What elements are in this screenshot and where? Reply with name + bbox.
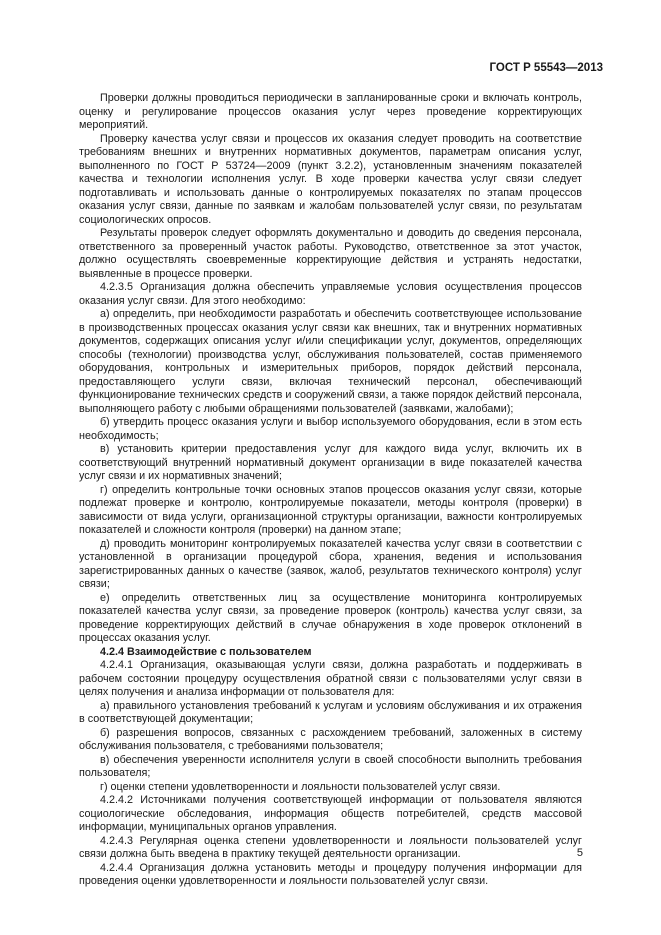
- list-item: б) утвердить процесс оказания услуги и выбор используемого оборудования, если в этом есть необходимость;: [79, 416, 582, 442]
- paragraph: 4.2.4.2 Источниками получения соответствующей информации от пользователя являются социологические обследования, информация обществ потребителей, средств массовой информации, муниципальных органов управления.: [79, 794, 582, 833]
- paragraph: 4.2.4.1 Организация, оказывающая услуги связи, должна разработать и поддерживать в рабочем состоянии процедуру осуществления обратной связи с пользователями услуг связи в целях получения и анализа информации от пользователя для:: [79, 659, 582, 698]
- paragraph: 4.2.3.5 Организация должна обеспечить управляемые условия осуществления процессов оказания услуг связи. Для этого необходимо:: [79, 281, 582, 307]
- list-item: а) определить, при необходимости разработать и обеспечить соответствующее использование в производственных процессах оказания услуг связи как внешних, так и внутренних нормативных документов, содержащих описания услуг и/или спецификации услуг, документов, определяющих способы (технологии) производства услуг, обслуживания пользователей, состав применяемого оборудования, контрольных и измерительных приборов, порядок действий персонала, предоставляющего услуги связи, включая технический персонал, обеспечивающий функционирование технических средств и сооружений связи, а также порядок действий персонала, выполняющего работу с любыми обращениями пользователей (заявками, жалобами);: [79, 308, 582, 415]
- list-item: а) правильного установления требований к услугам и условиям обслуживания и их отражения в соответствующей документации;: [79, 699, 582, 725]
- paragraph: Проверку качества услуг связи и процессов их оказания следует проводить на соответствие требованиям внешних и внутренних нормативных документов, параметрам описания услуг, выполненного по ГОСТ Р 53724—2009 (пункт 3.2.2), установленным значениям показателей качества и технологии исполнения услуг. В ходе проверки качества услуг связи следует подготавливать и использовать данные о контролируемых показателях по этапам процессов оказания услуг связи, данные по заявкам и жалобам пользователей услуг связи, по результатам социологических опросов.: [79, 132, 582, 226]
- list-item: д) проводить мониторинг контролируемых показателей качества услуг связи в соответствии с установленной в организации процедурой сбора, хранения, ведения и использования зарегистрированных данных о качестве (заявок, жалоб, результатов технического контроля) услуг связи;: [79, 537, 582, 590]
- list-item: е) определить ответственных лиц за осуществление мониторинга контролируемых показателей качества услуг связи, за проведение проверок (контроль) качества услуг связи, за проведение корректирующих действий в случае обнаружения в ходе проверок отклонений в процессах оказания услуг.: [79, 591, 582, 644]
- section-heading: 4.2.4 Взаимодействие с пользователем: [100, 645, 312, 658]
- paragraph: 4.2.4.4 Организация должна установить методы и процедуру получения информации для проведения оценки удовлетворенности и лояльности пользователей услуг связи.: [79, 861, 582, 887]
- document-id-header: ГОСТ Р 55543—2013: [489, 62, 603, 74]
- list-item: б) разрешения вопросов, связанных с расхождением требований, заложенных в систему обслуживания пользователя, с требованиями пользователя;: [79, 726, 582, 752]
- document-body: [79, 92, 582, 889]
- list-item: г) определить контрольные точки основных этапов процессов оказания услуг связи, которые подлежат проверке и контролю, контролируемые показатели, методы контроля (проверки) в зависимости от вида услуги, организационной структуры организации, важности контролируемых показателей и сложности контроля (проверки) на данном этапе;: [79, 483, 582, 536]
- list-item: в) установить критерии предоставления услуг для каждого вида услуг, включить их в соответствующий внутренний нормативный документ организации в виде показателей качества услуг связи и их нормативных значений;: [79, 443, 582, 482]
- list-item: в) обеспечения уверенности исполнителя услуги в своей способности выполнить требования пользователя;: [79, 753, 582, 779]
- paragraph: 4.2.4.3 Регулярная оценка степени удовлетворенности и лояльности пользователей услуг связи должна быть введена в практику текущей деятельности организации.: [79, 834, 582, 860]
- list-item: г) оценки степени удовлетворенности и лояльности пользователей услуг связи.: [100, 780, 501, 793]
- paragraph: Результаты проверок следует оформлять документально и доводить до сведения персонала, ответственного за проверенный участок работы. Руководство, ответственное за этот участок, должно осуществлять своевременные корректирующие действия и устранять недостатки, выявленные в процессе проверки.: [79, 227, 582, 280]
- page-number: 5: [576, 847, 583, 859]
- paragraph: Проверки должны проводиться периодически в запланированные сроки и включать контроль, оценку и регулирование процессов оказания услуг через проведение корректирующих мероприятий.: [79, 92, 582, 131]
